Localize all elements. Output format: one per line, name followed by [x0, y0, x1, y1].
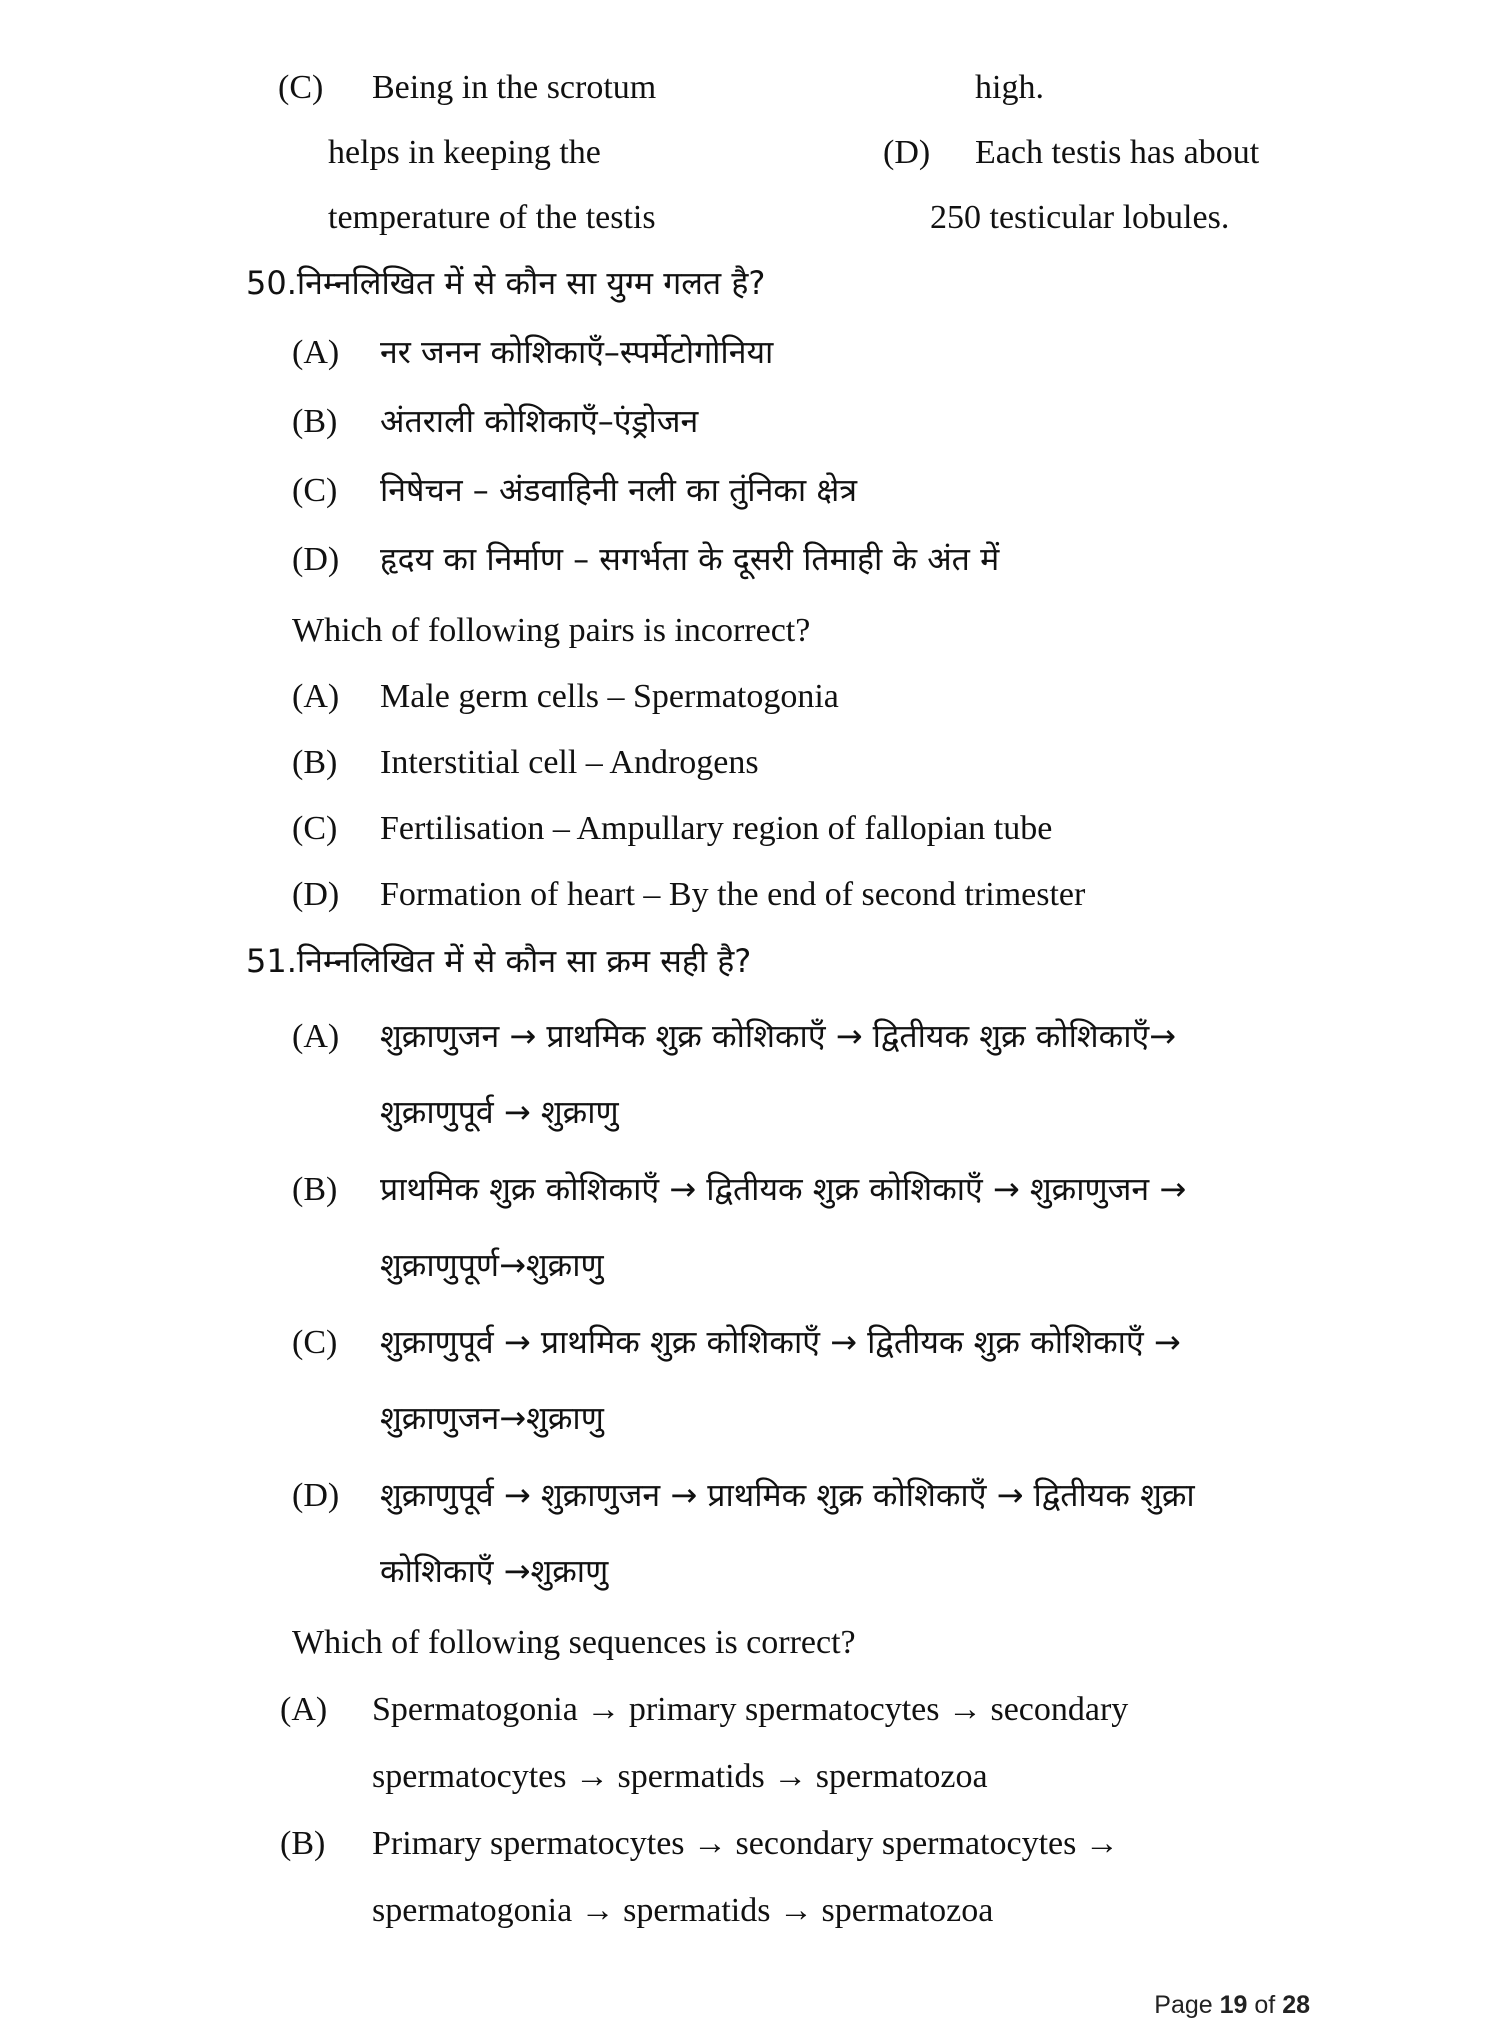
option-text: निषेचन – अंडवाहिनी नली का तुंनिका क्षेत्र [380, 471, 858, 509]
option-label: (B) [292, 1171, 338, 1208]
q49-b-tail: high. [975, 69, 1044, 106]
q50-english-option-a [292, 677, 839, 718]
q50-hindi-question: 50.निम्नलिखित में से कौन सा युग्म गलत है? [246, 264, 766, 302]
option-text: प्राथमिक शुक्र कोशिकाएँ → द्वितीयक शुक्र कोशिकाएँ → शुक्राणुजन → [380, 1170, 1187, 1208]
option-label: (C) [292, 472, 338, 509]
option-text: Formation of heart – By the end of second trimester [380, 876, 1086, 913]
q51-english-option-b [280, 1824, 1119, 1865]
q51-hindi-option-b-cont: शुक्राणुपूर्ण→शुक्राणु [380, 1246, 604, 1284]
option-label: (D) [292, 1477, 340, 1514]
q49-c-line3: temperature of the testis [328, 199, 656, 236]
q51-hindi-option-c [292, 1323, 1181, 1364]
option-text: शुक्राणुपूर्व → शुक्राणुजन → प्राथमिक शुक्र कोशिकाएँ → द्वितीयक शुक्रा [380, 1476, 1195, 1514]
option-label: (B) [292, 403, 338, 440]
option-text: हृदय का निर्माण – सगर्भता के दूसरी तिमाही के अंत में [380, 540, 1000, 578]
q51-hindi-option-c-cont: शुक्राणुजन→शुक्राणु [380, 1399, 604, 1437]
option-label: (C) [292, 810, 338, 847]
option-text: Spermatogonia → primary spermatocytes → secondary [372, 1691, 1129, 1728]
q51-english-question: Which of following sequences is correct? [292, 1624, 856, 1661]
q50-english-option-c [292, 809, 1052, 850]
q51-hindi-option-a-cont: शुक्राणुपूर्व → शुक्राणु [380, 1093, 619, 1131]
q51-english-option-a-cont: spermatocytes → spermatids → spermatozoa [372, 1758, 988, 1795]
option-text: नर जनन कोशिकाएँ–स्पर्मेटोगोनिया [380, 333, 774, 371]
q50-hindi-option-a [292, 333, 773, 374]
q51-hindi-option-d-cont: कोशिकाएँ →शुक्राणु [380, 1552, 609, 1590]
page-number [1154, 1990, 1310, 2020]
option-text: Male germ cells – Spermatogonia [380, 678, 839, 715]
q51-hindi-option-b [292, 1170, 1186, 1211]
q51-hindi-question: 51.निम्नलिखित में से कौन सा क्रम सही है? [246, 942, 752, 980]
q50-english-option-d [292, 875, 1085, 916]
option-text: Primary spermatocytes → secondary spermatocytes → [372, 1825, 1119, 1862]
option-text: अंतराली कोशिकाएँ–एंड्रोजन [380, 402, 699, 440]
q50-hindi-option-c [292, 471, 857, 512]
option-text: Interstitial cell – Androgens [380, 744, 759, 781]
q49-c-line2: helps in keeping the [328, 134, 601, 171]
option-label: (A) [292, 1018, 340, 1055]
q51-english-option-a [280, 1690, 1128, 1731]
option-text: Fertilisation – Ampullary region of fallopian tube [380, 810, 1053, 847]
q49-c-label: (C) [278, 69, 324, 106]
page-middle: of [1247, 1991, 1283, 2019]
option-text: शुक्राणुजन → प्राथमिक शुक्र कोशिकाएँ → द्वितीयक शुक्र कोशिकाएँ→ [380, 1017, 1176, 1055]
q51-hindi-option-a [292, 1017, 1176, 1058]
q51-english-option-b-cont: spermatogonia → spermatids → spermatozoa [372, 1892, 994, 1929]
option-label: (C) [292, 1324, 338, 1361]
q50-english-question: Which of following pairs is incorrect? [292, 612, 811, 649]
q49-d-label: (D) [883, 134, 931, 171]
option-label: (D) [292, 541, 340, 578]
option-label: (B) [280, 1825, 326, 1862]
q49-d-line2: 250 testicular lobules. [930, 199, 1230, 236]
option-label: (A) [292, 678, 340, 715]
q49-c-line1: Being in the scrotum [372, 69, 657, 106]
option-label: (A) [280, 1691, 328, 1728]
q50-english-option-b [292, 743, 759, 784]
q50-hindi-option-d [292, 540, 999, 581]
option-label: (A) [292, 334, 340, 371]
q50-hindi-option-b [292, 402, 698, 443]
page-current: 19 [1219, 1991, 1248, 2019]
page-prefix: Page [1154, 1991, 1220, 2019]
q49-d-line1: Each testis has about [975, 134, 1260, 171]
page-total: 28 [1282, 1991, 1310, 2019]
q51-hindi-option-d [292, 1476, 1195, 1517]
option-label: (B) [292, 744, 338, 781]
option-text: शुक्राणुपूर्व → प्राथमिक शुक्र कोशिकाएँ → द्वितीयक शुक्र कोशिकाएँ → [380, 1323, 1181, 1361]
option-label: (D) [292, 876, 340, 913]
